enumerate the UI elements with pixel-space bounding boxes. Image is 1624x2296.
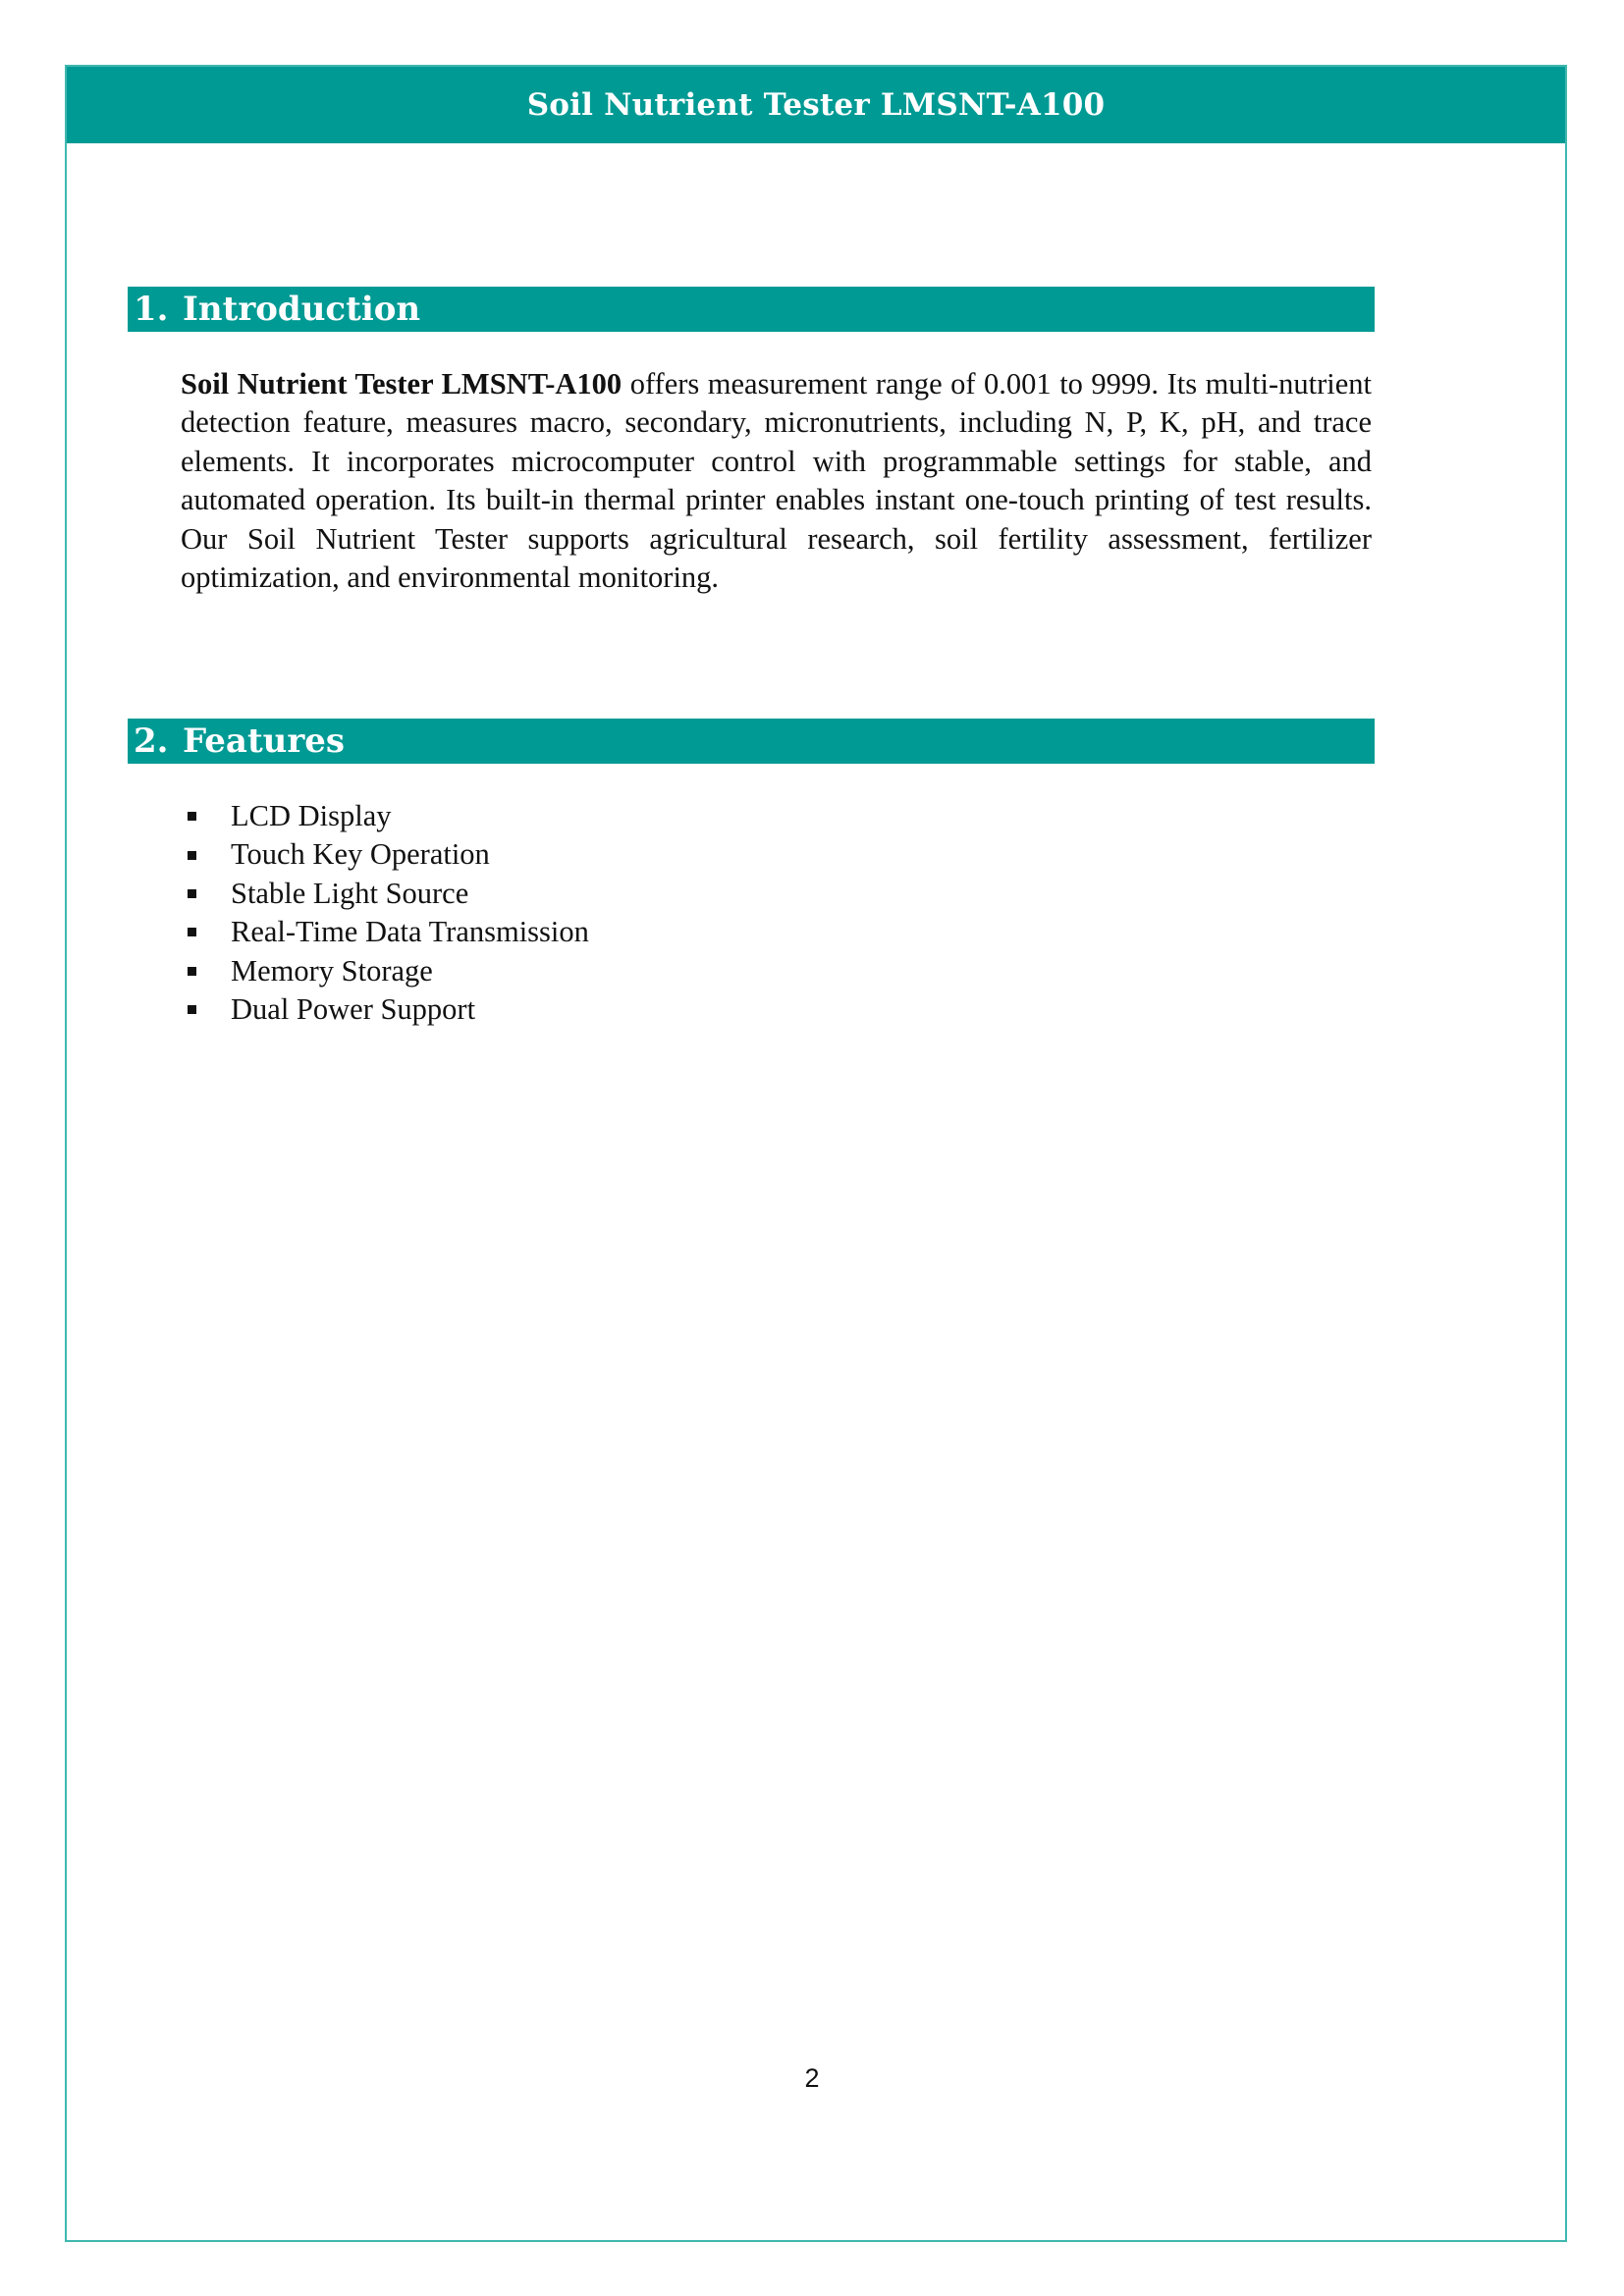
- square-bullet-icon: [188, 967, 196, 976]
- section-number: 1.: [134, 290, 169, 329]
- list-item: [181, 835, 589, 874]
- feature-label: Memory Storage: [231, 953, 433, 988]
- square-bullet-icon: [188, 928, 196, 936]
- feature-label: Real-Time Data Transmission: [231, 915, 589, 949]
- list-item: [181, 913, 589, 951]
- list-item: [181, 990, 589, 1029]
- header-bar: [67, 67, 1565, 143]
- square-bullet-icon: [188, 812, 196, 821]
- list-item: [181, 797, 589, 835]
- introduction-body: offers measurement range of 0.001 to 9999. Its multi-nutrient detection feature, measures macro, secondary, micronutrients, including N, P, K, pH, and trace elements. It incorporates microcomputer control with programmable settings for stable, and automated operation. Its built-in thermal printer enables instant one-touch printing of test results. Our Soil Nutrient Tester supports agricultural research, soil fertility assessment, fertilizer optimization, and environmental monitoring.: [181, 367, 1372, 595]
- feature-label: LCD Display: [231, 799, 392, 832]
- feature-list: [181, 797, 589, 1029]
- product-name: Soil Nutrient Tester LMSNT-A100: [181, 367, 623, 400]
- feature-label: Stable Light Source: [231, 876, 469, 910]
- section-title: Introduction: [183, 290, 421, 329]
- document-title: Soil Nutrient Tester LMSNT-A100: [526, 87, 1106, 123]
- feature-label: Touch Key Operation: [231, 837, 490, 872]
- section-heading-introduction: [128, 287, 1375, 332]
- section-heading-features: [128, 719, 1375, 764]
- feature-label: Dual Power Support: [231, 992, 476, 1027]
- square-bullet-icon: [188, 1005, 196, 1014]
- introduction-paragraph: [181, 365, 1372, 597]
- section-number: 2.: [134, 721, 169, 761]
- list-item: [181, 952, 589, 990]
- square-bullet-icon: [188, 889, 196, 898]
- section-title: Features: [183, 721, 346, 761]
- page-number: 2: [804, 2063, 820, 2093]
- list-item: [181, 875, 589, 913]
- square-bullet-icon: [188, 851, 196, 860]
